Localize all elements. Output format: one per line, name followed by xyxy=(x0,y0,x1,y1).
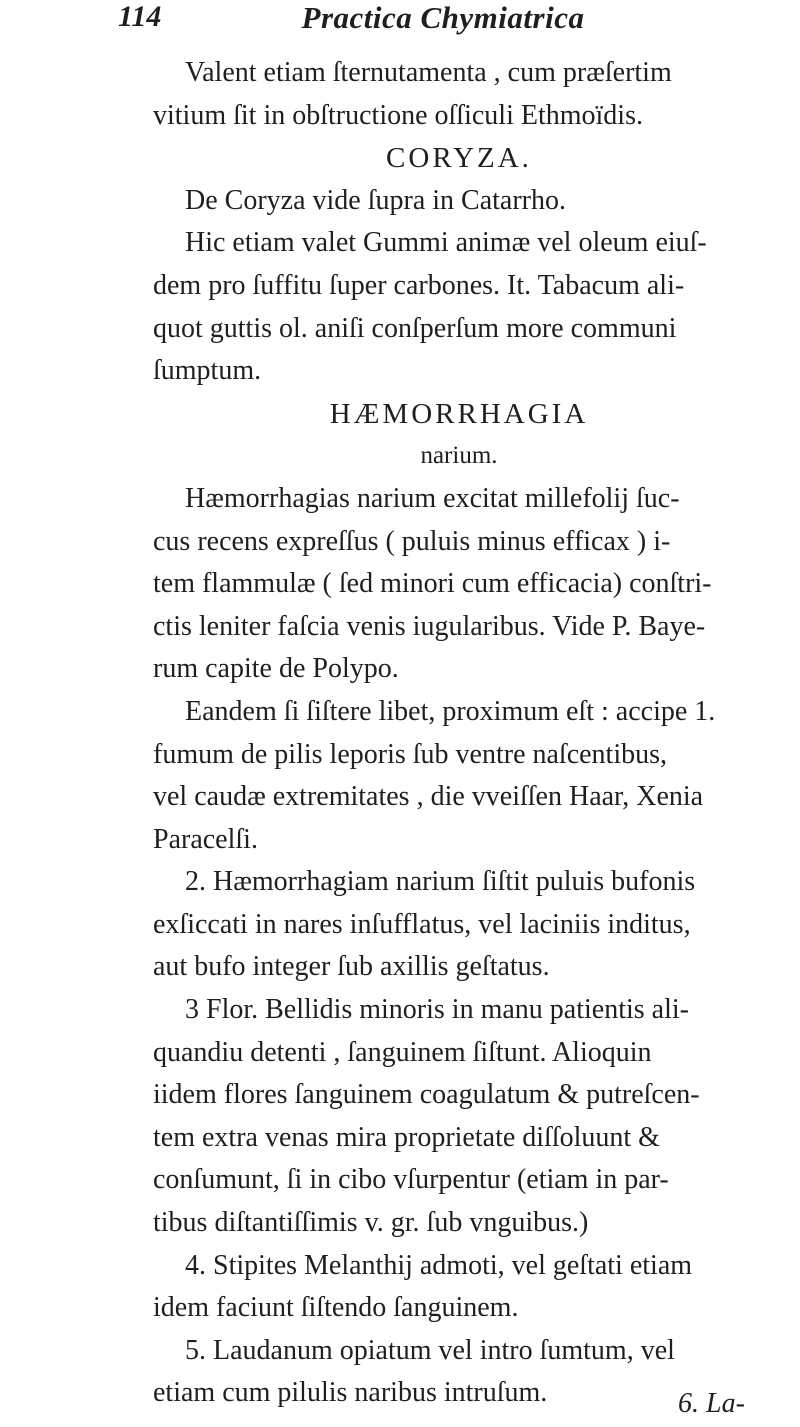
text-line: 2. Hæmorrhagiam narium ſiſtit puluis bufonis xyxy=(185,866,696,898)
text-line: rum capite de Polypo. xyxy=(153,653,399,685)
text-line: vel caudæ extremitates , die vveiſſen Haar, Xenia xyxy=(153,781,704,813)
text-line: conſumunt, ſi in cibo vſurpentur (etiam in par- xyxy=(153,1164,669,1196)
text-line: quandiu detenti , ſanguinem ſiſtunt. Alioquin xyxy=(153,1036,652,1068)
text-line: 4. Stipites Melanthij admoti, vel geſtati etiam xyxy=(185,1249,693,1281)
text-line: idem faciunt ſiſtendo ſanguinem. xyxy=(153,1292,519,1324)
text-line: fumum de pilis leporis ſub ventre naſcentibus, xyxy=(153,738,668,770)
text-line: De Coryza vide ſupra in Catarrho. xyxy=(185,184,566,216)
text-line: aut bufo integer ſub axillis geſtatus. xyxy=(153,951,550,983)
section-subheading: narium. xyxy=(420,442,498,470)
page-header xyxy=(118,0,768,44)
section-heading: HÆMORRHAGIA xyxy=(329,397,589,430)
text-line: Paracelſi. xyxy=(153,823,258,855)
text-line: exſiccati in nares inſufflatus, vel laciniis inditus, xyxy=(153,908,691,940)
page-number: 114 xyxy=(118,0,162,33)
text-line: Valent etiam ſternutamenta , cum præſertim xyxy=(185,57,672,88)
text-line: ctis leniter faſcia venis iugularibus. Vide P. Baye- xyxy=(153,610,706,642)
section-heading: CORYZA. xyxy=(386,142,532,175)
text-line: etiam cum pilulis naribus intruſum. xyxy=(153,1377,548,1409)
text-line: dem pro ſuffitu ſuper carbones. It. Tabacum ali- xyxy=(153,269,685,301)
text-line: 5. Laudanum opiatum vel intro ſumtum, vel xyxy=(185,1334,675,1366)
text-line: cus recens expreſſus ( puluis minus efficax ) i- xyxy=(153,525,671,557)
text-line: tem extra venas mira proprietate diſſoluunt & xyxy=(153,1121,660,1153)
text-line: tibus diſtantiſſimis v. gr. ſub vnguibus.) xyxy=(153,1207,589,1239)
text-line: 3 Flor. Bellidis minoris in manu patientis ali- xyxy=(185,994,689,1026)
text-line: iidem flores ſanguinem coagulatum & putreſcen- xyxy=(153,1079,700,1111)
running-title: Practica Chymiatrica xyxy=(301,0,585,35)
text-line: vitium ſit in obſtructione oſſiculi Ethmoïdis. xyxy=(153,99,643,131)
text-line: ſumptum. xyxy=(153,355,262,387)
text-line: Eandem ſi ſiſtere libet, proximum eſt : accipe 1. xyxy=(185,695,716,727)
text-line: Hic etiam valet Gummi animæ vel oleum eiuſ- xyxy=(185,227,707,259)
text-line: quot guttis ol. aniſi conſperſum more communi xyxy=(153,312,677,344)
catchword: 6. La- xyxy=(678,1388,745,1419)
body-text xyxy=(153,52,765,1415)
text-line: tem flammulæ ( ſed minori cum efficacia) conſtri- xyxy=(153,568,712,600)
text-line: Hæmorrhagias narium excitat millefolij ſuc- xyxy=(185,482,680,514)
